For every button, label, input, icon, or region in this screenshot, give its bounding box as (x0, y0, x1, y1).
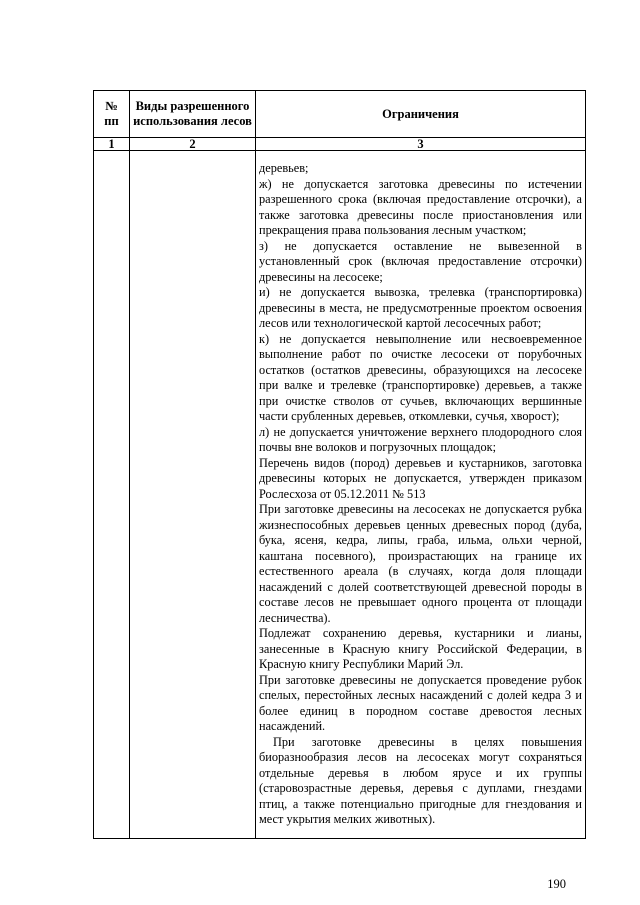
paragraph: к) не допускается невыполнение или несвоевременное выполнение работ по очистке лесосеки от порубочных остатков (остатков древесины, образующихся на лесосеке при валке и трелевке (транспортировке) деревьев, а также при очистке стволов от сучьев, включающих вершинные части срубленных деревьев, откомлевки, сучья, хворост); (259, 331, 582, 424)
header-restrictions: Ограничения (256, 91, 586, 138)
cell-usage-type (130, 151, 256, 839)
cell-restrictions (256, 151, 586, 839)
paragraph: л) не допускается уничтожение верхнего плодородного слоя почвы вне волоков и погрузочных площадок; (259, 424, 582, 455)
column-number-3: 3 (256, 138, 586, 151)
paragraph: Перечень видов (пород) деревьев и кустарников, заготовка древесины которых не допускается, утвержден приказом Рослесхоза от 05.12.2011 № 513 (259, 455, 582, 501)
table-row (94, 151, 586, 839)
header-usage-types: Виды разрешенного использования лесов (130, 91, 256, 138)
page-number: 190 (547, 877, 566, 891)
paragraph: При заготовке древесины не допускается проведение рубок спелых, перестойных лесных насаждений с долей кедра 3 и более единиц в породном составе древостоя лесных насаждений. (259, 672, 582, 734)
paragraph: деревьев; (259, 161, 309, 176)
paragraph: и) не допускается вывозка, трелевка (транспортировка) древесины в места, не предусмотренные проектом освоения лесов или технологической картой лесосечных работ; (259, 285, 582, 331)
column-number-1: 1 (94, 138, 130, 151)
paragraph: ж) не допускается заготовка древесины по истечении разрешенного срока (включая предоставление отсрочки), а также заготовка древесины после приостановления или прекращения права пользования лесным участком; (259, 176, 582, 238)
column-number-2: 2 (130, 138, 256, 151)
column-numbers-row (94, 138, 586, 151)
paragraph: При заготовке древесины в целях повышения биоразнообразия лесов на лесосеках могут сохраняться отдельные деревья в любом ярусе и их группы (старовозрастные деревья, деревья с дуплами, гнездами птиц, а также потенциально пригодные для гнездования и мест укрытия мелких животных). (259, 734, 582, 827)
header-number: № пп (94, 91, 130, 138)
paragraph: Подлежат сохранению деревья, кустарники и лианы, занесенные в Красную книгу Российской Федерации, в Красную книгу Республики Марий Эл. (259, 626, 582, 672)
restrictions-table (93, 90, 586, 839)
paragraph: з) не допускается оставление не вывезенной в установленный срок (включая предоставление отсрочки) древесины на лесосеке; (259, 238, 582, 284)
paragraph: При заготовке древесины на лесосеках не допускается рубка жизнеспособных деревьев ценных древесных пород (дуба, бука, ясеня, кедра, липы, граба, ильма, ольхи черной, каштана посевного), произрастающих на границе их естественного ареала (в случаях, когда доля площади насаждений с долей соответствующей древесной породы в составе лесов не превышает одного процента от площади лесничества). (259, 502, 582, 625)
header-row (94, 91, 586, 138)
cell-number (94, 151, 130, 839)
